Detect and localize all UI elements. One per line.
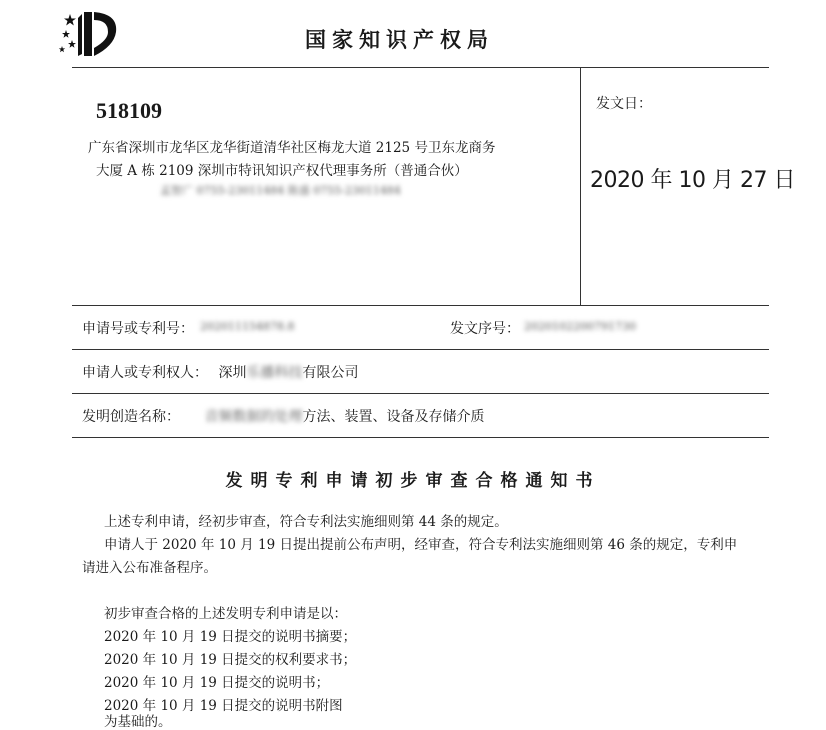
- paragraph-1: 上述专利申请，经初步审查，符合专利法实施细则第 44 条的规定。: [104, 514, 508, 530]
- address-line-1: 广东省深圳市龙华区龙华街道清华社区梅龙大道 2125 号卫东龙商务: [88, 140, 496, 156]
- redacted-contact: 孟智广 0755-23011484 陈盛 0755-23011484: [160, 184, 401, 197]
- list-item: 2020 年 10 月 19 日提交的权利要求书；: [104, 652, 357, 668]
- list-intro: 初步审查合格的上述发明专利申请是以：: [104, 606, 347, 622]
- applicant-row: [82, 362, 358, 382]
- invention-redacted: 音频数据的处理: [204, 409, 303, 425]
- invention-row: [82, 406, 484, 426]
- postcode: 518109: [96, 98, 162, 123]
- app-no-label: 申请号或专利号：: [82, 321, 194, 337]
- frame-line: [72, 305, 769, 306]
- invention-suffix: 方法、装置、设备及存储介质: [302, 409, 485, 425]
- paragraph-2-line-2: 请进入公布准备程序。: [82, 560, 217, 576]
- list-item: 2020 年 10 月 19 日提交的说明书附图: [104, 698, 343, 714]
- frame-top-line: [72, 67, 769, 68]
- applicant-label: 申请人或专利权人：: [82, 365, 208, 381]
- applicant-redacted: 乐播科技: [246, 365, 303, 381]
- notice-title: 发明专利申请初步审查合格通知书: [225, 471, 601, 491]
- frame-divider-line: [580, 67, 581, 305]
- issue-date: 2020 年 10 月 27 日: [590, 168, 795, 193]
- applicant-prefix: 深圳: [218, 365, 247, 381]
- agency-name: 国家知识产权局: [305, 28, 494, 52]
- issue-date-label: 发文日：: [596, 96, 652, 112]
- frame-line: [72, 349, 769, 350]
- frame-line: [72, 393, 769, 394]
- doc-no-label: 发文序号：: [450, 321, 520, 337]
- cnipa-logo-icon: [58, 10, 122, 58]
- app-no-value: 202011154878.8: [200, 320, 295, 333]
- invention-label: 发明创造名称：: [82, 409, 180, 425]
- list-item: 2020 年 10 月 19 日提交的说明书；: [104, 675, 330, 691]
- doc-no-value: 2020102200791730: [524, 320, 636, 333]
- paragraph-2-line-1: 申请人于 2020 年 10 月 19 日提出提前公布声明，经审查，符合专利法实施细则第 46 条的规定，专利申: [104, 537, 738, 553]
- applicant-suffix: 有限公司: [302, 365, 359, 381]
- closing-line: 为基础的。: [104, 714, 172, 730]
- frame-line: [72, 437, 769, 438]
- address-line-2: 大厦 A 栋 2109 深圳市特讯知识产权代理事务所（普通合伙）: [96, 163, 468, 179]
- list-item: 2020 年 10 月 19 日提交的说明书摘要；: [104, 629, 357, 645]
